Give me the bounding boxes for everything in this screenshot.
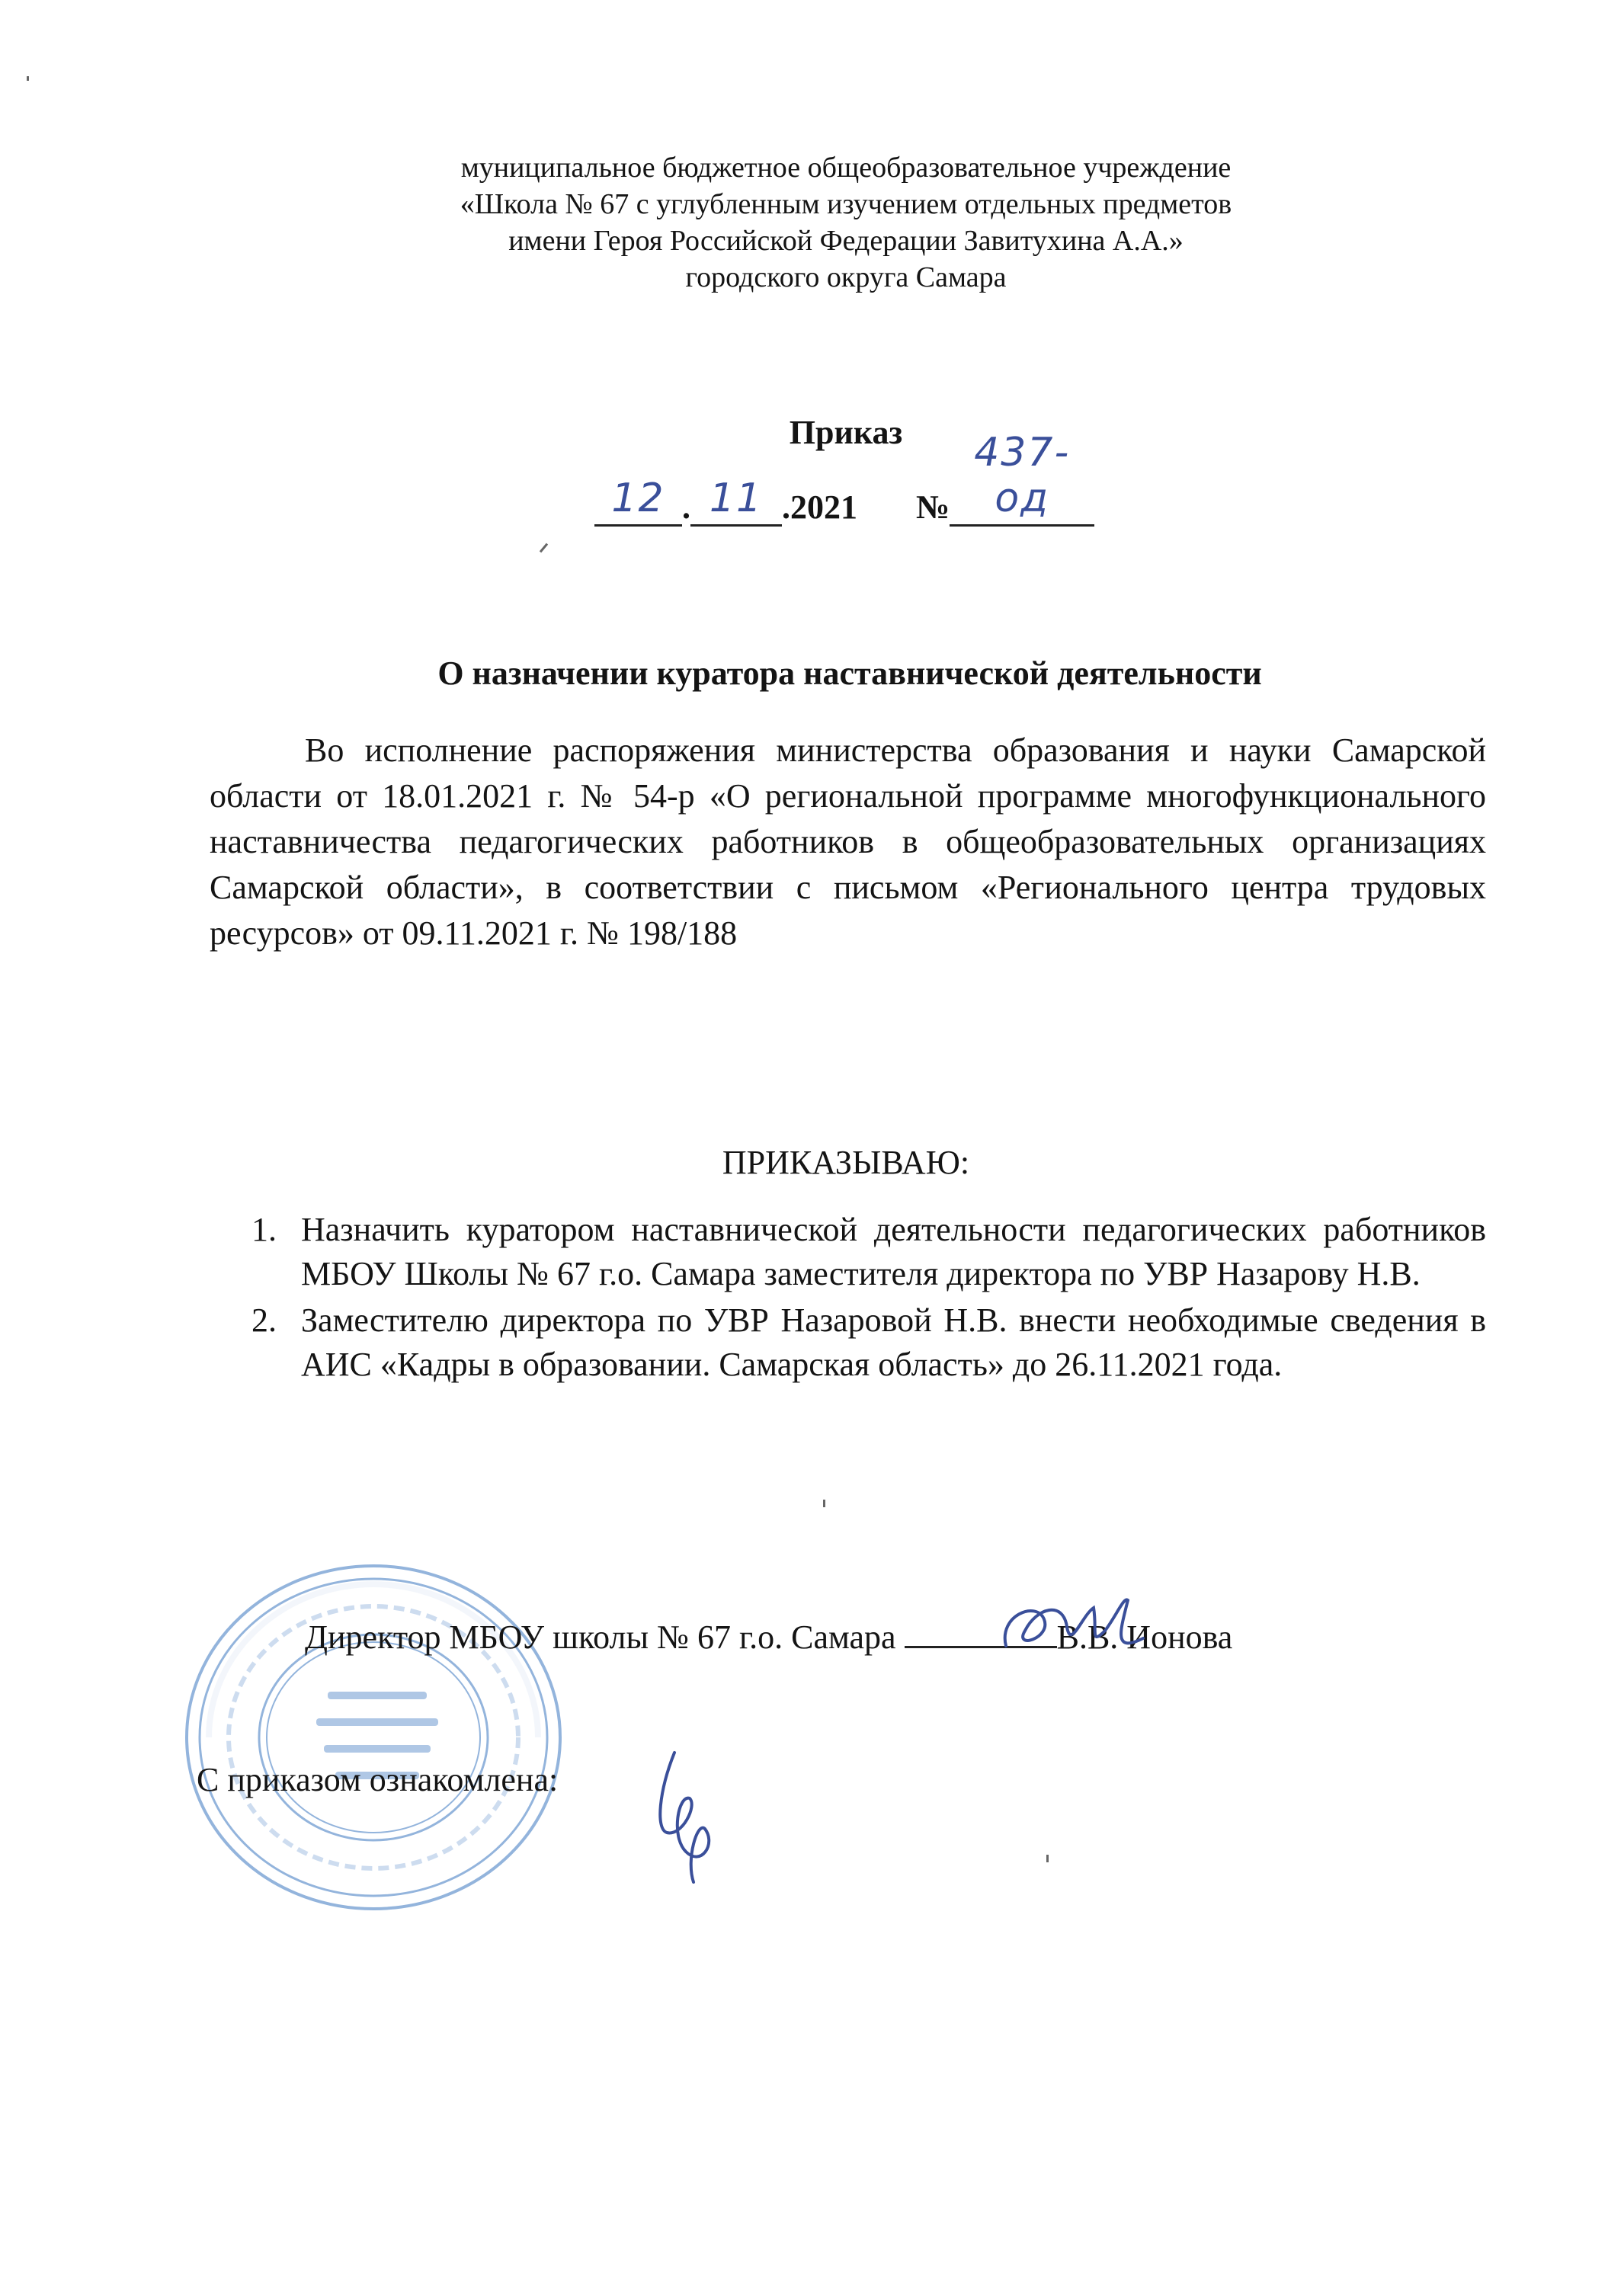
document-title: Приказ [789, 414, 903, 451]
list-item [251, 1208, 1486, 1296]
number-label: № [916, 488, 950, 526]
official-stamp-icon [175, 1554, 572, 1920]
scan-speck [823, 1500, 825, 1507]
order-directive-heading: ПРИКАЗЫВАЮ: [722, 1144, 970, 1181]
preamble-paragraph: Во исполнение распоряжения министерства образования и науки Самарской области от 18.01.2021 г. № 54-р «О региональной программе многофункционального наставничества педагогических работников в общеобразовательных организациях Самарской области», в соответствии с письмом «Регионального центра трудовых ресурсов» от 09.11.2021 г. № 198/188 [210, 732, 1486, 952]
date-day-handwritten: 12 [611, 475, 665, 521]
institution-header [305, 149, 1387, 296]
date-month-handwritten: 11 [709, 475, 764, 521]
acknowledgement-label: С приказом ознакомлена: [197, 1761, 559, 1798]
acknowledgement-signature-icon [644, 1745, 735, 1890]
date-month-field [690, 475, 782, 527]
item-number: 1. [251, 1211, 277, 1248]
scan-speck [27, 76, 29, 81]
header-line: «Школа № 67 с углубленным изучением отдельных предметов [460, 188, 1232, 220]
order-items-list [251, 1208, 1486, 1389]
header-line: имени Героя Российской Федерации Завитухина А.А.» [508, 225, 1184, 257]
list-item [251, 1298, 1486, 1387]
order-number-field [950, 430, 1094, 527]
director-signature-line [305, 1615, 1448, 1657]
header-line: городского округа Самара [685, 261, 1007, 293]
item-text: Заместителю директора по УВР Назаровой Н.В. внести необходимые сведения в АИС «Кадры в образовании. Самарская область» до 26.11.2021 года. [301, 1301, 1486, 1383]
date-day-field [594, 475, 682, 527]
header-line: муниципальное бюджетное общеобразовательное учреждение [460, 152, 1232, 184]
director-name: В.В. Ионова [1056, 1618, 1233, 1656]
order-subject: О назначении куратора наставнической деятельности [437, 655, 1262, 692]
director-signature-icon [991, 1585, 1166, 1669]
scan-speck [1046, 1855, 1049, 1862]
date-year: .2021 [782, 488, 857, 526]
order-number-handwritten: 437-од [974, 430, 1071, 521]
item-number: 2. [251, 1301, 277, 1339]
director-position: Директор МБОУ школы № 67 г.о. Самара [305, 1618, 896, 1656]
date-separator: . [682, 488, 690, 526]
scan-speck [540, 543, 548, 553]
item-text: Назначить куратором наставнической деятельности педагогических работников МБОУ Школы № 67 г.о. Самара заместителя директора по УВР Назарову Н.В. [301, 1211, 1486, 1292]
